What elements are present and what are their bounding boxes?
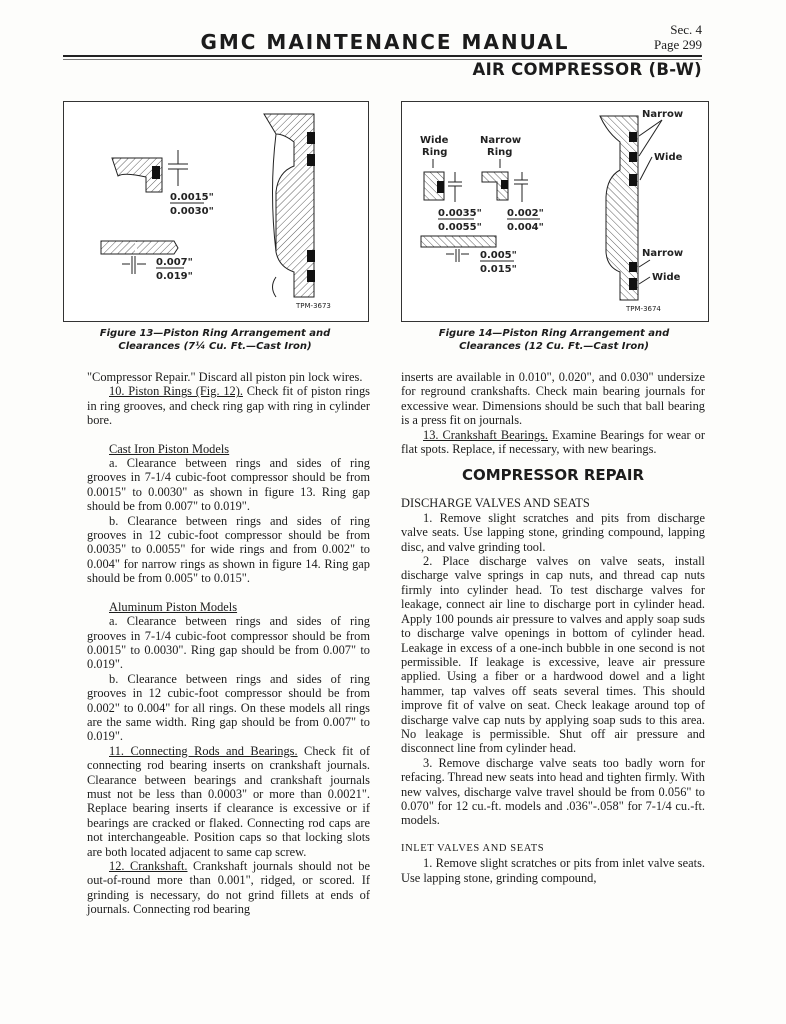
narrow-ring-label: Narrow — [642, 248, 684, 259]
page-number: Page 299 — [653, 37, 702, 52]
wide-clearance-max: 0.0055" — [438, 222, 482, 233]
narrow-ring-label: Ring — [487, 147, 513, 158]
chapter-title: AIR COMPRESSOR (B-W) — [472, 60, 702, 79]
figure-code: TPM-3674 — [626, 305, 661, 313]
paragraph: 1. Remove slight scratches and pits from discharge valve seats. Use lapping stone, grinding compound, lapping disc, and valve grinding tool. — [401, 510, 705, 554]
caption-line: Clearances (12 Cu. Ft.—Cast Iron) — [459, 341, 649, 352]
left-column — [87, 370, 370, 917]
paragraph: "Compressor Repair." Discard all piston pin lock wires. — [87, 370, 363, 384]
narrow-ring-label: Narrow — [480, 135, 522, 146]
narrow-clearance-min: 0.002" — [507, 208, 544, 219]
piston-ring-diagram-14 — [402, 102, 708, 321]
paragraph-text: Check fit of connecting rod bearing inserts on crankshaft journals. Clearance between bearings and crankshaft journals must not be less than 0.0003" or more than 0.0021". Replace bearing inserts if clearance is excessive or if bearings are cracked or flaked. Connecting rod caps are not interchangeable. Position caps so that locking slots are both located adjacent to same cap screw. — [87, 743, 370, 859]
section-page-label — [654, 22, 702, 52]
paragraph: a. Clearance between rings and sides of ring grooves in 7-1/4 cubic-foot compressor should be from 0.0015" to 0.0030". Ring gap should be from 0.007" to 0.019". — [87, 614, 370, 672]
piston-ring-diagram-13 — [64, 102, 368, 321]
subheading — [87, 442, 370, 456]
side-clearance-min: 0.0015" — [170, 192, 214, 203]
figure-14 — [401, 101, 709, 322]
paragraph — [401, 428, 705, 457]
section-number: Sec. 4 — [670, 22, 702, 37]
figure-code: TPM-3673 — [296, 302, 331, 310]
figure-13 — [63, 101, 369, 322]
right-column — [401, 370, 705, 885]
paragraph — [87, 384, 370, 427]
wide-ring-label: Wide — [420, 135, 449, 146]
caption-line: Clearances (7¼ Cu. Ft.—Cast Iron) — [118, 341, 312, 352]
paragraph — [87, 859, 370, 917]
ring-gap-max: 0.019" — [156, 271, 193, 282]
paragraph: b. Clearance between rings and sides of ring grooves in 12 cubic-foot compressor should be from 0.0035" to 0.0055" for wide rings and from 0.002" to 0.004" for narrow rings as shown in figure 14. Ring gap should be from 0.005" to 0.015". — [87, 513, 370, 586]
paragraph — [87, 744, 370, 859]
step-heading: 10. Piston Rings (Fig. 12). — [109, 384, 243, 399]
caption-line: Figure 13—Piston Ring Arrangement and — [99, 328, 331, 339]
wide-ring-label: Ring — [422, 147, 448, 158]
ring-gap-max: 0.015" — [480, 264, 517, 275]
paragraph: b. Clearance between rings and sides of ring grooves in 12 cubic-foot compressor should be from 0.002" to 0.004" for all rings. On these models all rings are the same width. Ring gap should be from 0.007" to 0.019". — [87, 671, 370, 744]
subheading-text: Cast Iron Piston Models — [109, 441, 230, 456]
figure-13-caption — [62, 327, 368, 353]
step-heading: 13. Crankshaft Bearings. — [423, 427, 549, 442]
step-heading: 11. Connecting Rods and Bearings. — [109, 743, 298, 758]
side-clearance-max: 0.0030" — [170, 206, 214, 217]
figure-14-caption — [401, 327, 707, 353]
caption-line: Figure 14—Piston Ring Arrangement and — [438, 328, 670, 339]
subheading — [87, 600, 370, 614]
paragraph: 1. Remove slight scratches or pits from inlet valve seats. Use lapping stone, grinding compound, — [401, 856, 705, 885]
narrow-ring-label: Narrow — [642, 109, 684, 120]
paragraph: a. Clearance between rings and sides of ring grooves in 7-1/4 cubic-foot compressor should be from 0.0015" to 0.0030" as shown in figure 13. Ring gap should be from 0.007" to 0.019". — [87, 456, 370, 514]
narrow-clearance-max: 0.004" — [507, 222, 544, 233]
paragraph-text: Examine Bearings for wear or flat spots. Replace, if necessary, with new bearings. — [401, 427, 705, 457]
paragraph-text: Check fit of piston rings in ring grooves, and check ring gap with ring in cylinder bore. — [87, 384, 370, 428]
subheading: DISCHARGE VALVES AND SEATS — [401, 496, 590, 511]
wide-clearance-min: 0.0035" — [438, 208, 482, 219]
ring-gap-min: 0.007" — [156, 257, 193, 268]
step-heading: 12. Crankshaft. — [109, 859, 188, 873]
wide-ring-label: Wide — [654, 152, 683, 163]
wide-ring-label: Wide — [652, 272, 681, 283]
manual-title: GMC MAINTENANCE MANUAL — [200, 30, 570, 54]
paragraph-text: Crankshaft journals should not be out-of-round more than 0.001", ridged, or scored. If grinding is necessary, do not grind fillets at ends of journals. Connecting rod bearing — [87, 859, 370, 917]
paragraph: 2. Place discharge valves on valve seats, install discharge valve springs in cap nuts, and thread cap nuts firmly into cylinder head. To test discharge valves for leakage, connect air line to discharge port in cylinder head. Apply 100 pounds air pressure to valves and apply soap suds to discharge valve openings in bottom of cylinder head. Leakage in excess of a one-inch bubble in one second is not permissible. If leakage is excessive, leave air pressure applied. Using a fiber or a hardwood dowel and a light hammer, tap valves off seats several times. This should improve fit of valve on seat. Check leakage around top of discharge valve cap nuts by applying soap suds to this area. No leakage is permissible. Shut off air pressure and disconnect line from cylinder head. — [401, 554, 705, 756]
header-rule — [63, 55, 702, 57]
paragraph: 3. Remove discharge valve seats too badly worn for refacing. Thread new seats into head and tighten firmly. With new valves, discharge valve travel should be from 0.056" to 0.070" for 12 cu.-ft. models and .036"-.058" for 7-1/4 cu.-ft. models. — [401, 755, 705, 828]
section-heading: COMPRESSOR REPAIR — [461, 466, 645, 485]
subheading-text: Aluminum Piston Models — [109, 599, 238, 614]
ring-gap-min: 0.005" — [480, 250, 517, 261]
subheading: INLET VALVES AND SEATS — [401, 842, 545, 854]
paragraph: inserts are available in 0.010", 0.020", and 0.030" undersize for reground crankshafts. Check main bearing journals for excessive wear. Dimensions should be such that ball bearing is a press fit on journals. — [401, 370, 705, 428]
